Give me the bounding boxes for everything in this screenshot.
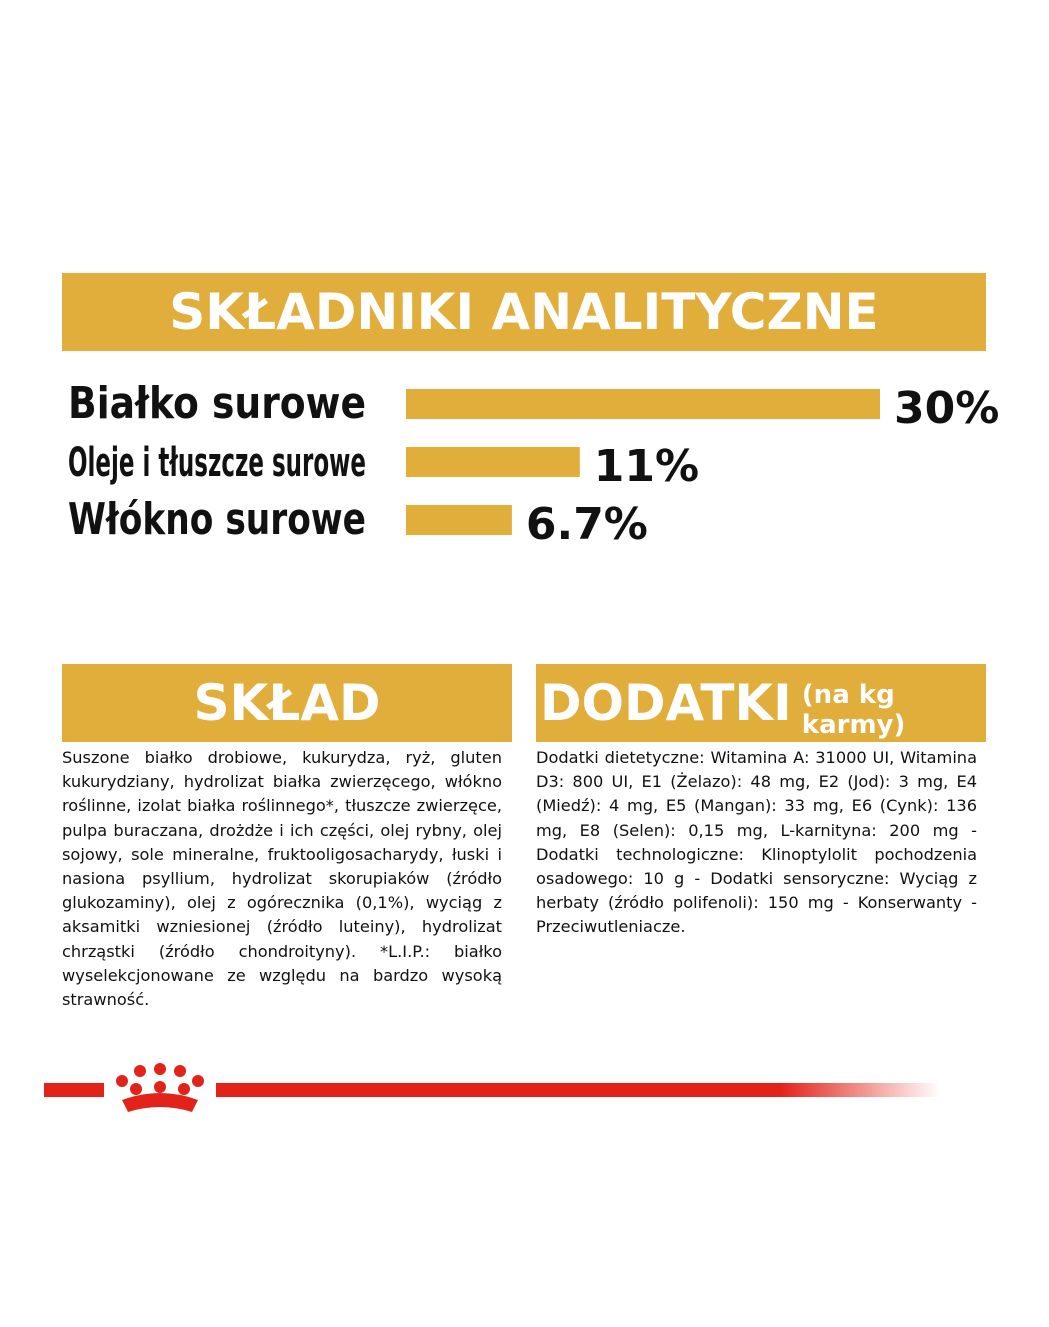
value-label: 30% <box>894 383 1000 434</box>
dodatki-banner <box>536 664 986 742</box>
chart-title: SKŁADNIKI ANALITYCZNE <box>169 283 879 341</box>
dodatki-title: DODATKI <box>540 674 792 732</box>
royal-canin-crown-icon <box>116 1063 204 1112</box>
bar <box>406 505 512 535</box>
value-label: 6.7% <box>525 499 648 550</box>
sklad-banner <box>62 664 512 742</box>
dodatki-subtitle: (na kg karmy) <box>801 680 906 740</box>
bar <box>406 389 880 419</box>
category-label: Włókno surowe <box>68 494 366 545</box>
chart-title-banner <box>62 273 986 351</box>
sklad-text: Suszone białko drobiowe, kukurydza, ryż, gluten kukurydziany, hydrolizat białka zwierzęcego, włókno roślinne, izolat białka roślinnego*, tłuszcze zwierzęce, pulpa buraczana, drożdże i ich części, olej rybny, olej sojowy, sole mineralne, fruktooligosacharydy, łuski i nasiona psyllium, hydrolizat skorupiaków (źródło glukozaminy), olej z ogórecznika (0,1%), wyciąg z aksamitki wzniesionej (źródło luteiny), hydrolizat chrząstki (źródło chondroityny). *L.I.P.: białko wyselekcjonowane ze względu na bardzo wysoką strawność. <box>62 748 502 1010</box>
brand-footer <box>0 1058 1049 1128</box>
category-label: Białko surowe <box>68 378 366 429</box>
analytical-bar-chart <box>0 370 1049 560</box>
dodatki-text: Dodatki dietetyczne: Witamina A: 31000 UI, Witamina D3: 800 UI, E1 (Żelazo): 48 mg, E2 (Jod): 3 mg, E4 (Miedź): 4 mg, E5 (Mangan): 33 mg, E6 (Cynk): 136 mg, E8 (Selen): 0,15 mg, L-karnityna: 200 mg - Dodatki technologiczne: Klinoptylolit pochodzenia osadowego: 10 g - Dodatki sensoryczne: Wyciąg z herbaty (źródło polifenoli): 150 mg - Konserwanty - Przeciwutleniacze. <box>536 748 977 937</box>
category-label: Oleje i tłuszcze surowe <box>68 440 366 486</box>
brand-line-right <box>216 1083 940 1097</box>
sklad-title: SKŁAD <box>193 674 381 732</box>
bar <box>406 447 580 477</box>
value-label: 11% <box>593 441 700 492</box>
brand-line-left <box>44 1083 104 1097</box>
